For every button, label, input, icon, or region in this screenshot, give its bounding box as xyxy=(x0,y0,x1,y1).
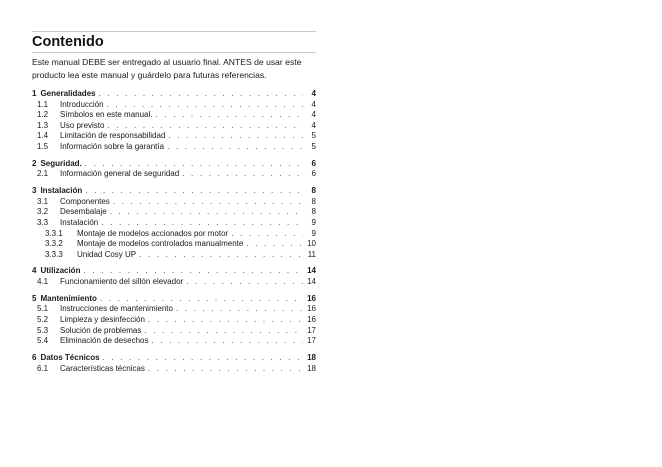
toc-entry-page: 8 xyxy=(311,186,316,196)
dot-leader xyxy=(152,336,304,347)
toc-entry-page: 16 xyxy=(307,304,316,314)
dot-leader xyxy=(167,142,303,153)
toc-entry-number: 1.5 xyxy=(37,141,49,151)
toc-entry-number: 1.2 xyxy=(37,110,49,120)
toc-entry-number: 5 xyxy=(32,293,37,303)
toc-entry-title: Seguridad. xyxy=(40,158,82,168)
toc-subsection[interactable] xyxy=(32,364,316,375)
toc-entry-number: 3.2 xyxy=(37,207,49,217)
toc-entry-number: 1 xyxy=(32,89,37,98)
toc-subsection[interactable] xyxy=(32,121,316,132)
toc-entry-title: Montaje de modelos controlados manualmente xyxy=(77,239,244,249)
toc-entry-title: Instalación xyxy=(40,186,83,196)
toc-subsubsection[interactable] xyxy=(32,239,316,250)
dot-leader xyxy=(168,131,303,142)
toc-entry-page: 18 xyxy=(307,363,316,373)
toc-entry-title: Funcionamiento del sillón elevador xyxy=(60,277,184,287)
toc-entry-title: Información general de seguridad xyxy=(60,169,180,179)
toc-section[interactable] xyxy=(32,353,316,364)
toc-entry-page: 4 xyxy=(311,99,316,109)
toc-entry-page: 16 xyxy=(307,315,316,325)
toc-subsection[interactable] xyxy=(32,110,316,121)
toc-entry-page: 4 xyxy=(311,110,316,120)
toc-entry-number: 5.3 xyxy=(37,325,49,335)
toc-entry-number: 3.3.3 xyxy=(45,249,63,259)
toc-subsection[interactable] xyxy=(32,315,316,326)
toc-entry-number: 3.3 xyxy=(37,217,49,227)
toc-entry-page: 17 xyxy=(307,325,316,335)
toc-subsubsection[interactable] xyxy=(32,229,316,240)
toc-entry-page: 5 xyxy=(311,141,316,151)
toc-entry-page: 4 xyxy=(311,120,316,130)
toc-entry-number: 4.1 xyxy=(37,277,49,287)
toc-entry-title: Mantenimiento xyxy=(40,293,97,303)
dot-leader xyxy=(110,207,303,218)
dot-leader xyxy=(101,218,303,229)
dot-leader xyxy=(103,353,303,364)
toc-entry-page: 6 xyxy=(311,169,316,179)
toc-subsection[interactable] xyxy=(32,277,316,288)
toc-entry-title: Datos Técnicos xyxy=(40,353,100,362)
dot-leader xyxy=(176,304,303,315)
toc-entry-page: 4 xyxy=(311,89,316,98)
toc-entry-number: 4 xyxy=(32,266,37,276)
toc-subsubsection[interactable] xyxy=(32,250,316,261)
toc-section[interactable] xyxy=(32,159,316,170)
toc-entry-number: 6 xyxy=(32,353,37,362)
dot-leader xyxy=(83,266,303,277)
toc-subsection[interactable] xyxy=(32,197,316,208)
dot-leader xyxy=(156,110,304,121)
toc-entry-title: Unidad Cosy UP xyxy=(77,249,137,259)
toc-section[interactable] xyxy=(32,89,316,100)
intro-paragraph: Este manual DEBE ser entregado al usuario final. ANTES de usar este producto lea este manual y guárdelo para futuras referencias. xyxy=(32,57,302,80)
toc-entry-number: 1.3 xyxy=(37,120,49,130)
toc-entry-page: 6 xyxy=(311,158,316,168)
toc-section[interactable] xyxy=(32,294,316,305)
dot-leader xyxy=(144,326,303,337)
toc-entry-title: Montaje de modelos accionados por motor xyxy=(77,228,229,238)
dot-leader xyxy=(99,89,303,100)
toc-entry-number: 1.1 xyxy=(37,99,49,109)
toc-entry-title: Instalación xyxy=(60,217,99,227)
toc-entry-page: 16 xyxy=(307,293,316,303)
toc-entry-title: Solución de problemas xyxy=(60,325,142,335)
dot-leader xyxy=(186,277,303,288)
table-of-contents xyxy=(32,89,316,374)
toc-entry-title: Desembalaje xyxy=(60,207,107,217)
toc-entry-page: 18 xyxy=(307,353,316,362)
toc-subsection[interactable] xyxy=(32,131,316,142)
toc-subsection[interactable] xyxy=(32,142,316,153)
toc-entry-title: Introducción xyxy=(60,99,104,109)
toc-entry-title: Características técnicas xyxy=(60,363,145,373)
toc-entry-page: 14 xyxy=(307,266,316,276)
dot-leader xyxy=(139,250,303,261)
toc-entry-number: 2.1 xyxy=(37,169,49,179)
toc-entry-page: 10 xyxy=(307,239,316,249)
toc-entry-number: 5.2 xyxy=(37,315,49,325)
toc-subsection[interactable] xyxy=(32,207,316,218)
page-title: Contenido xyxy=(32,34,104,50)
toc-entry-title: Limitación de responsabilidad xyxy=(60,131,166,141)
toc-subsection[interactable] xyxy=(32,218,316,229)
toc-entry-number: 3.1 xyxy=(37,196,49,206)
dot-leader xyxy=(85,186,303,197)
toc-entry-title: Utilización xyxy=(40,266,81,276)
toc-subsection[interactable] xyxy=(32,169,316,180)
toc-entry-number: 2 xyxy=(32,158,37,168)
toc-entry-page: 8 xyxy=(311,207,316,217)
dot-leader xyxy=(182,169,303,180)
toc-subsection[interactable] xyxy=(32,336,316,347)
toc-entry-page: 17 xyxy=(307,336,316,346)
toc-section[interactable] xyxy=(32,266,316,277)
toc-entry-title: Instrucciones de mantenimiento xyxy=(60,304,173,314)
dot-leader xyxy=(148,315,303,326)
toc-entry-number: 5.4 xyxy=(37,336,49,346)
toc-entry-title: Uso previsto xyxy=(60,120,105,130)
toc-entry-title: Información sobre la garantía xyxy=(60,141,165,151)
toc-entry-number: 6.1 xyxy=(37,363,49,373)
dot-leader xyxy=(100,294,303,305)
toc-entry-page: 5 xyxy=(311,131,316,141)
toc-entry-title: Eliminación de desechos xyxy=(60,336,149,346)
toc-entry-page: 9 xyxy=(311,217,316,227)
toc-subsection[interactable] xyxy=(32,100,316,111)
toc-entry-number: 3.3.1 xyxy=(45,228,63,238)
toc-entry-number: 3.3.2 xyxy=(45,239,63,249)
dot-leader xyxy=(231,229,303,240)
toc-entry-number: 3 xyxy=(32,186,37,196)
dot-leader xyxy=(113,197,303,208)
toc-entry-page: 11 xyxy=(307,249,316,259)
toc-section[interactable] xyxy=(32,186,316,197)
toc-subsection[interactable] xyxy=(32,304,316,315)
toc-entry-number: 5.1 xyxy=(37,304,49,314)
toc-subsection[interactable] xyxy=(32,326,316,337)
toc-entry-number: 1.4 xyxy=(37,131,49,141)
dot-leader xyxy=(85,159,303,170)
toc-entry-title: Símbolos en este manual. xyxy=(60,110,153,120)
toc-entry-page: 14 xyxy=(307,277,316,287)
toc-entry-title: Generalidades xyxy=(40,89,96,98)
title-rule xyxy=(32,52,316,53)
dot-leader xyxy=(107,100,303,111)
dot-leader xyxy=(107,121,303,132)
toc-entry-page: 9 xyxy=(311,228,316,238)
toc-entry-title: Limpieza y desinfección xyxy=(60,315,145,325)
top-rule xyxy=(32,31,316,32)
toc-entry-page: 8 xyxy=(311,196,316,206)
dot-leader xyxy=(148,364,303,375)
toc-entry-title: Componentes xyxy=(60,196,110,206)
dot-leader xyxy=(246,239,303,250)
